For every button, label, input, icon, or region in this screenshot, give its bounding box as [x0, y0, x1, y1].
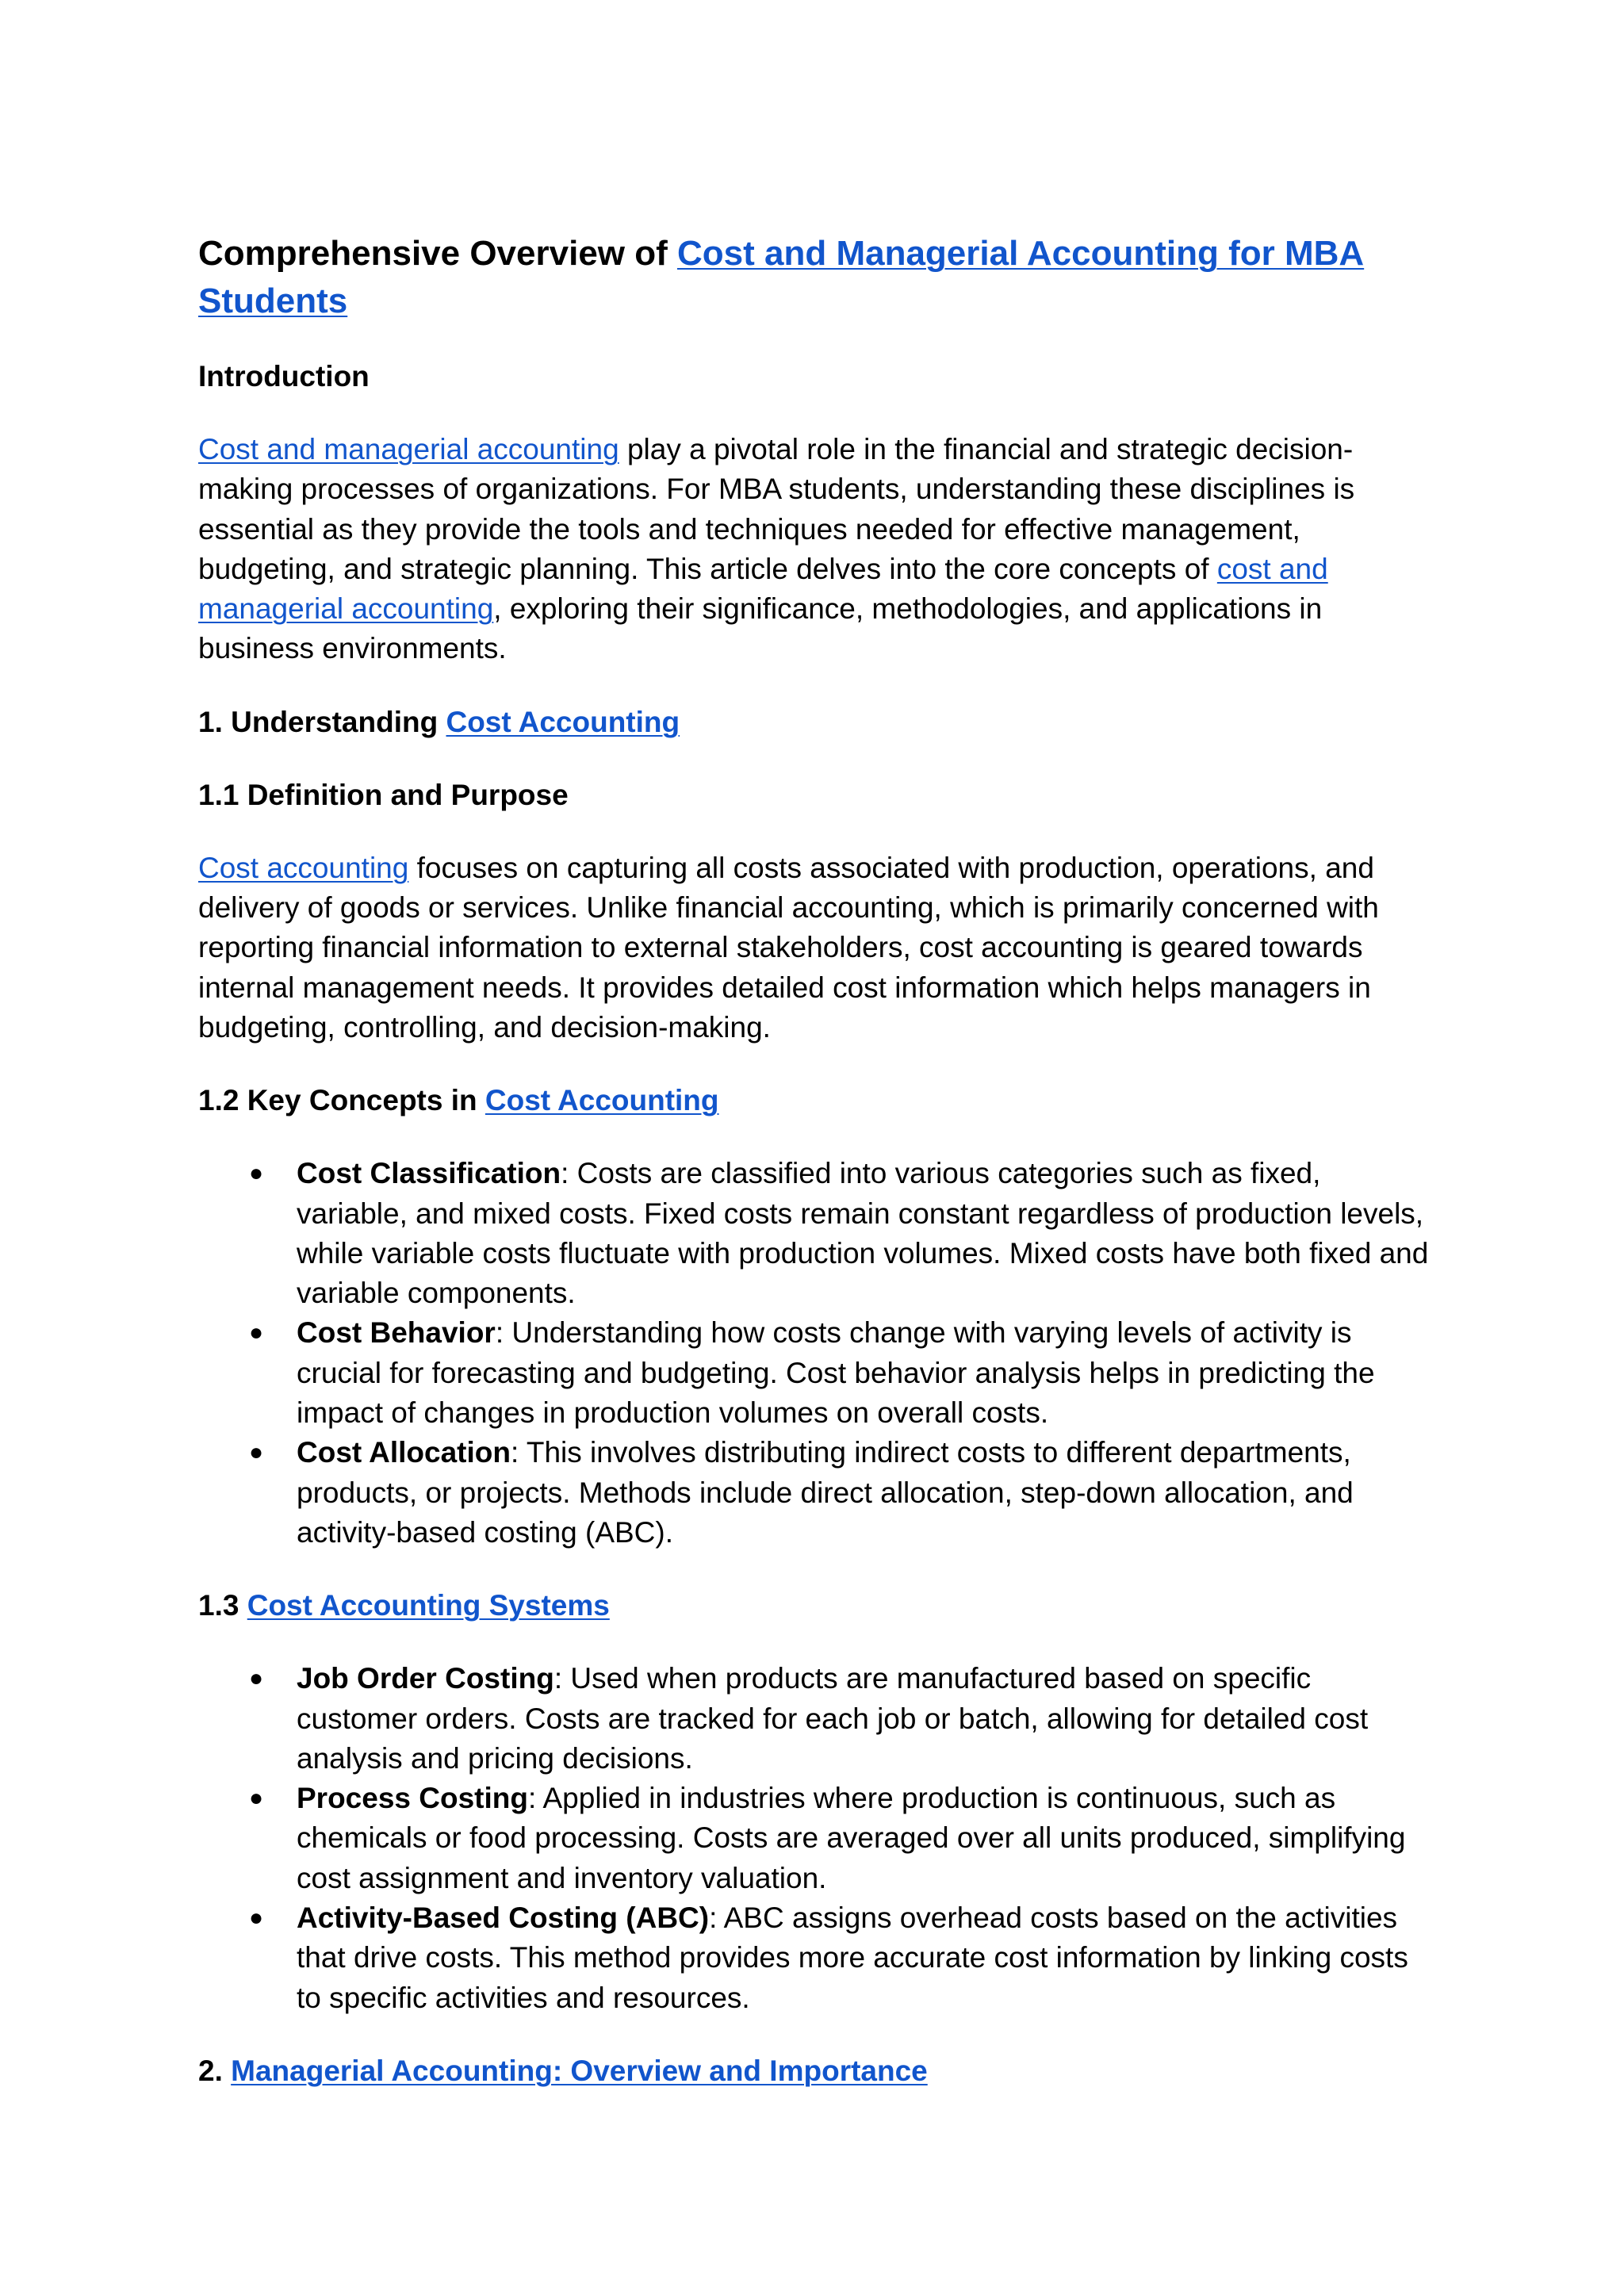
list-item-text: : This involves distributing indirect costs to different departments, products, or projects. Methods include direct allocation, step-down allocation, and activity-based costing (ABC). [297, 1436, 1354, 1549]
section-1-2-heading-link[interactable]: Cost Accounting [485, 1084, 719, 1117]
section-1-3-heading-link[interactable]: Cost Accounting Systems [247, 1589, 610, 1622]
document-page [198, 230, 1435, 2124]
section-1-3-heading [198, 1586, 1435, 1626]
list-item-text: : Used when products are manufactured based on specific customer orders. Costs are tracked for each job or batch, allowing for detailed cost analysis and pricing decisions. [297, 1662, 1369, 1775]
list-item-term: Cost Classification [297, 1157, 561, 1190]
list-item-term: Activity-Based Costing (ABC) [297, 1901, 710, 1935]
section-1-heading-prefix: 1. Understanding [198, 705, 446, 738]
intro-text-1: play a pivotal role in the financial and strategic decision-making processes of organizations. For MBA students, understanding these disciplines is essential as they provide the tools and techniques needed for effective management, budgeting, and strategic planning. This article delves into the core concepts of [198, 433, 1355, 585]
title-link[interactable]: Cost and Managerial Accounting for MBA Students [198, 234, 1365, 320]
bullet-icon: ● [249, 1319, 264, 1346]
list-item [249, 1898, 1435, 2018]
list-item-term: Job Order Costing [297, 1662, 554, 1695]
list-item-text: : Costs are classified into various categories such as fixed, variable, and mixed costs. Fixed costs remain constant regardless of production levels, while variable costs fluctuate with production volumes. Mixed costs have both fixed and variable components. [297, 1157, 1429, 1310]
list-item-text: : ABC assigns overhead costs based on the activities that drive costs. This method provides more accurate cost information by linking costs to specific activities and resources. [297, 1901, 1408, 2014]
key-concepts-list [198, 1154, 1435, 1553]
bullet-icon: ● [249, 1905, 264, 1932]
section-1-heading [198, 703, 1435, 742]
list-item-term: Cost Behavior [297, 1316, 496, 1350]
section-1-2-heading [198, 1081, 1435, 1120]
list-item [249, 1779, 1435, 1898]
intro-text-2: , exploring their significance, methodologies, and applications in business environments. [198, 592, 1323, 665]
section-1-1-heading: 1.1 Definition and Purpose [198, 778, 569, 811]
list-item-term: Process Costing [297, 1782, 528, 1815]
document-title [198, 230, 1435, 325]
intro-link-2[interactable]: cost and managerial accounting [198, 552, 1328, 626]
section-2-heading [198, 2051, 1435, 2091]
section-1-1-text: focuses on capturing all costs associated with production, operations, and delivery of goods or services. Unlike financial accounting, which is primarily concerned with reporting financial information to external stakeholders, cost accounting is geared towards internal management needs. It provides detailed cost information which helps managers in budgeting, controlling, and decision-making. [198, 851, 1379, 1044]
intro-link-1[interactable]: Cost and managerial accounting [198, 433, 619, 465]
bullet-icon: ● [249, 1665, 264, 1692]
list-item [249, 1659, 1435, 1779]
list-item [249, 1313, 1435, 1433]
list-item-text: : Understanding how costs change with varying levels of activity is crucial for forecasting and budgeting. Cost behavior analysis helps in predicting the impact of changes in production volumes on overall costs. [297, 1316, 1375, 1430]
section-1-2-heading-prefix: 1.2 Key Concepts in [198, 1084, 485, 1117]
section-2-heading-link[interactable]: Managerial Accounting: Overview and Importance [231, 2054, 928, 2087]
section-2-heading-prefix: 2. [198, 2054, 232, 2087]
bullet-icon: ● [249, 1439, 264, 1466]
list-item-term: Cost Allocation [297, 1436, 511, 1469]
section-1-3-heading-prefix: 1.3 [198, 1589, 247, 1622]
list-item-text: : Applied in industries where production is continuous, such as chemicals or food processing. Costs are averaged over all units produced, simplifying cost assignment and inventory valuation. [297, 1782, 1406, 1894]
bullet-icon: ● [249, 1160, 264, 1187]
section-1-heading-link[interactable]: Cost Accounting [446, 705, 680, 738]
cost-accounting-link[interactable]: Cost accounting [198, 851, 409, 884]
list-item [249, 1433, 1435, 1553]
section-1-1-paragraph [198, 848, 1435, 1047]
list-item [249, 1154, 1435, 1313]
bullet-icon: ● [249, 1785, 264, 1812]
title-prefix: Comprehensive Overview of [198, 234, 677, 273]
intro-paragraph [198, 430, 1435, 669]
costing-systems-list [198, 1659, 1435, 2018]
intro-heading: Introduction [198, 360, 370, 393]
